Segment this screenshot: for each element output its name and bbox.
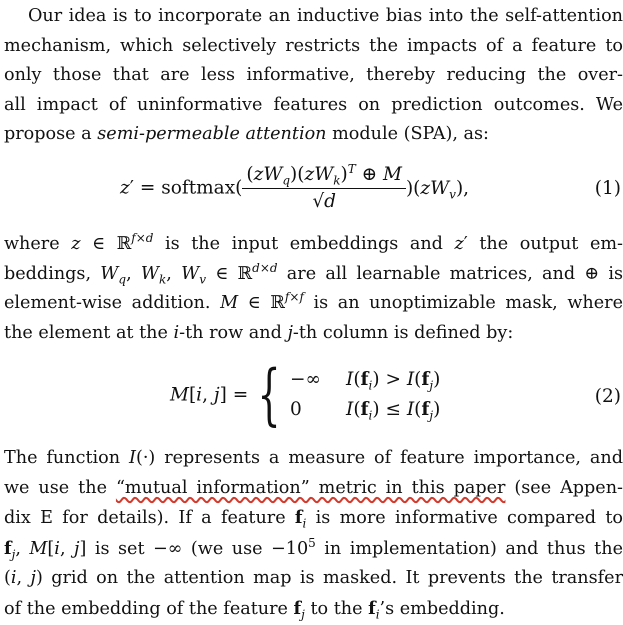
- text-line: $f_j$, M[i, j] is set −∞ (we use $-10^5$ in implementation) and thus the: [4, 535, 623, 562]
- text-segment: propose a: [4, 124, 98, 145]
- paragraph-importance: [4, 444, 623, 625]
- text-line: dix E for details). If a feature $f_i$ is more informative compared to: [4, 507, 623, 531]
- equation-1-numerator: $(zW_q)(zW_k)^T$ ⊕ M: [242, 164, 406, 189]
- equation-1-body: [120, 161, 470, 212]
- left-brace-icon: {: [257, 356, 281, 433]
- equation-1: [0, 158, 623, 228]
- equation-1-fraction: [242, 161, 406, 212]
- equation-2-body: [170, 356, 441, 433]
- text-segment: we use the: [4, 477, 116, 498]
- equation-2-lhs: M[i, j] =: [170, 384, 249, 406]
- text-line: where z ∈ ℝ$^{f\times d}$ is the input embeddings and z′ the output em-: [4, 231, 623, 254]
- paragraph-intro: [4, 2, 623, 150]
- equation-2-case-1: −∞ $I(f_i) > I(f_j)$: [290, 369, 441, 393]
- text-line: [4, 474, 623, 504]
- equation-2-cases: [290, 365, 440, 425]
- equation-2-number: (2): [594, 386, 621, 407]
- spellcheck-underlined-phrase[interactable]: “mutual information” metric in this paper: [115, 477, 506, 498]
- equation-1-number: (1): [594, 178, 621, 199]
- text-line: (i, j) grid on the attention map is masked. It prevents the transfer: [4, 568, 623, 589]
- text-segment: module (SPA), as:: [326, 124, 489, 145]
- equation-1-lhs: z′ = softmax(: [120, 177, 243, 199]
- text-line: of the embedding of the feature $f_j$ to the $f_i’s$ embedding.: [4, 597, 505, 622]
- emphasized-term: semi-permeable attention: [97, 124, 327, 145]
- equation-1-denominator: √d: [312, 191, 336, 212]
- text-line: mechanism, which selectively restricts the impacts of a feature to: [4, 35, 623, 56]
- text-line: beddings, $W_q$, $W_k$, $W_v$ ∈ ℝ$^{d\times d}$ are all learnable matrices, and ⊕ is: [4, 260, 623, 287]
- equation-2: [0, 356, 623, 433]
- equation-2-case-2: 0 $I(f_i) \le I(f_j)$: [290, 399, 441, 423]
- equation-1-rhs: )$(zW_v)$,: [405, 177, 470, 202]
- text-line: element-wise addition. M ∈ ℝ$^{f\times f}$ is an unoptimizable mask, where: [4, 290, 623, 314]
- text-line: Our idea is to incorporate an inductive bias into the self-attention: [28, 6, 623, 26]
- paragraph-definitions: [4, 230, 623, 348]
- text-line: all impact of uninformative features on prediction outcomes. We: [4, 94, 623, 115]
- text-segment: (see Appen-: [505, 477, 623, 498]
- text-line: only those that are less informative, thereby reducing the over-: [4, 65, 623, 86]
- text-line: the element at the i-th row and j-th column is defined by:: [4, 322, 514, 343]
- text-line: [4, 120, 623, 150]
- text-line: The function I(·) represents a measure of feature importance, and: [4, 448, 623, 468]
